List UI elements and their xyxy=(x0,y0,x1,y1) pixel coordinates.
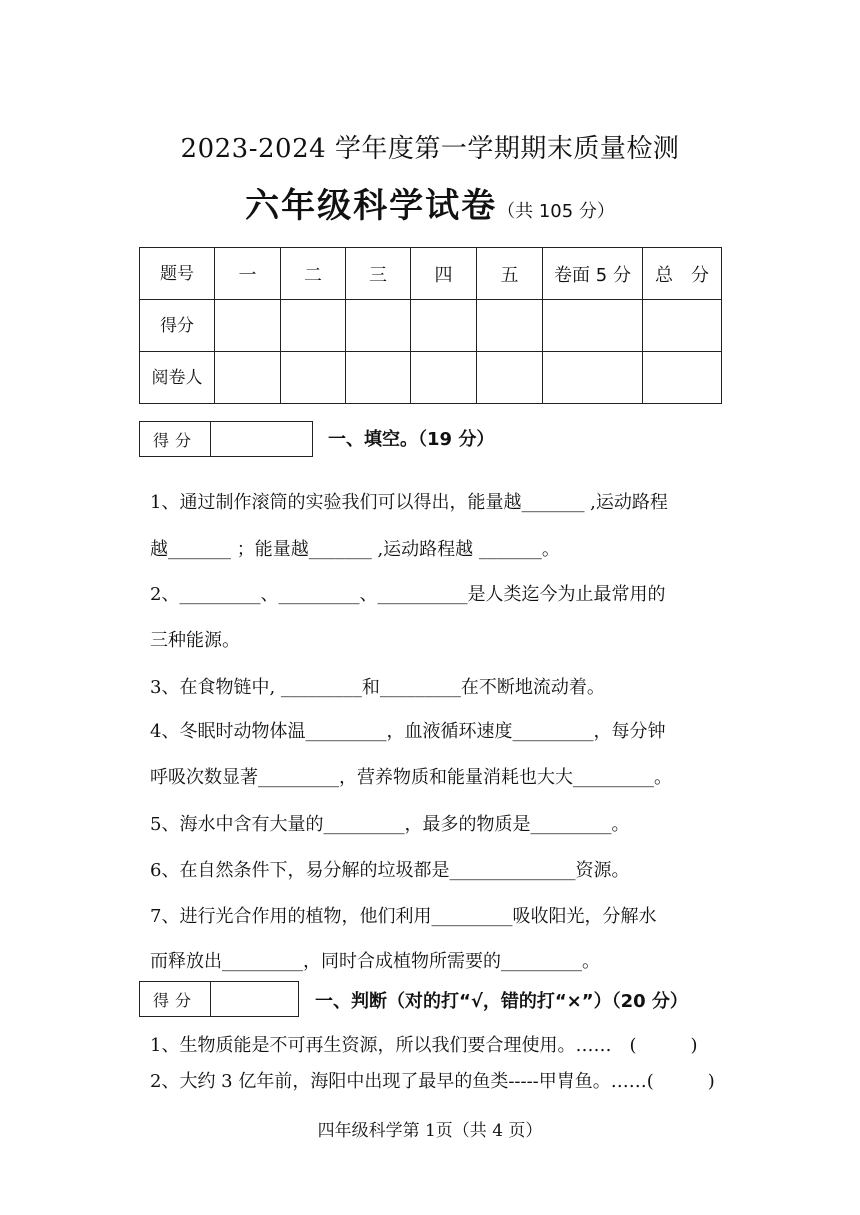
section2-score-box xyxy=(139,981,299,1017)
grader-input-cell[interactable] xyxy=(643,352,722,404)
score-table xyxy=(139,247,722,404)
exam-total-score: （共 105 分） xyxy=(497,201,615,222)
score-input-cell[interactable] xyxy=(346,300,411,352)
grader-input-cell[interactable] xyxy=(215,352,281,404)
score-input-cell[interactable] xyxy=(543,300,643,352)
score-table-score-row xyxy=(140,300,722,352)
question-line: 5、海水中含有大量的_________，最多的物质是_________。 xyxy=(150,814,630,835)
score-input-cell[interactable] xyxy=(477,300,543,352)
question-line: 呼吸次数显著_________，营养物质和能量消耗也大大_________。 xyxy=(150,767,672,788)
section2-score-input[interactable] xyxy=(211,982,298,1016)
score-table-cell: 总 分 xyxy=(643,248,722,300)
score-table-row-label: 阅卷人 xyxy=(140,352,215,404)
section1-score-box xyxy=(139,421,313,457)
question-line: 4、冬眠时动物体温_________，血液循环速度_________，每分钟 xyxy=(150,721,666,742)
score-table-row-label: 得分 xyxy=(140,300,215,352)
question-line: 6、在自然条件下，易分解的垃圾都是______________资源。 xyxy=(150,860,630,881)
section2-heading: 一、判断（对的打“√，错的打“×”）（20 分） xyxy=(315,991,688,1012)
grader-input-cell[interactable] xyxy=(281,352,346,404)
exam-title-main: 六年级科学试卷 xyxy=(245,186,498,226)
grader-input-cell[interactable] xyxy=(346,352,411,404)
score-table-grader-row xyxy=(140,352,722,404)
section1-heading: 一、填空。（19 分） xyxy=(328,429,495,450)
exam-term-title: 2023-2024 学年度第一学期期末质量检测 xyxy=(180,134,680,164)
exam-title xyxy=(0,178,860,227)
score-input-cell[interactable] xyxy=(643,300,722,352)
judge-line: 1、生物质能是不可再生资源，所以我们要合理使用。…… ( ) xyxy=(150,1035,698,1056)
judge-line: 2、大约 3 亿年前，海阳中出现了最早的鱼类-----甲胄鱼。……( ) xyxy=(150,1071,715,1092)
score-table-header-row xyxy=(140,248,722,300)
section2-score-label: 得分 xyxy=(140,982,211,1016)
score-table-cell: 卷面 5 分 xyxy=(543,248,643,300)
section1-score-input[interactable] xyxy=(211,422,312,456)
score-table-cell: 一 xyxy=(215,248,281,300)
question-line: 而释放出_________，同时合成植物所需要的_________。 xyxy=(150,951,600,972)
score-input-cell[interactable] xyxy=(215,300,281,352)
question-line: 越_______ ；能量越_______ ,运动路程越 _______。 xyxy=(150,539,560,560)
score-table-cell: 五 xyxy=(477,248,543,300)
grader-input-cell[interactable] xyxy=(477,352,543,404)
score-table-cell: 二 xyxy=(281,248,346,300)
question-line: 3、在食物链中, _________和_________在不断地流动着。 xyxy=(150,677,605,698)
question-line: 7、进行光合作用的植物，他们利用_________吸收阳光，分解水 xyxy=(150,906,657,927)
page-footer: 四年级科学第 1页（共 4 页） xyxy=(317,1121,543,1141)
question-line: 1、通过制作滚筒的实验我们可以得出，能量越_______ ,运动路程 xyxy=(150,492,668,513)
score-table-cell: 三 xyxy=(346,248,411,300)
question-line: 2、_________、_________、__________是人类迄今为止最常用的 xyxy=(150,584,666,605)
grader-input-cell[interactable] xyxy=(543,352,643,404)
section1-score-label: 得分 xyxy=(140,422,211,456)
score-input-cell[interactable] xyxy=(411,300,477,352)
question-line: 三种能源。 xyxy=(150,630,240,651)
score-table-cell: 四 xyxy=(411,248,477,300)
score-table-cell: 题号 xyxy=(140,248,215,300)
grader-input-cell[interactable] xyxy=(411,352,477,404)
score-input-cell[interactable] xyxy=(281,300,346,352)
